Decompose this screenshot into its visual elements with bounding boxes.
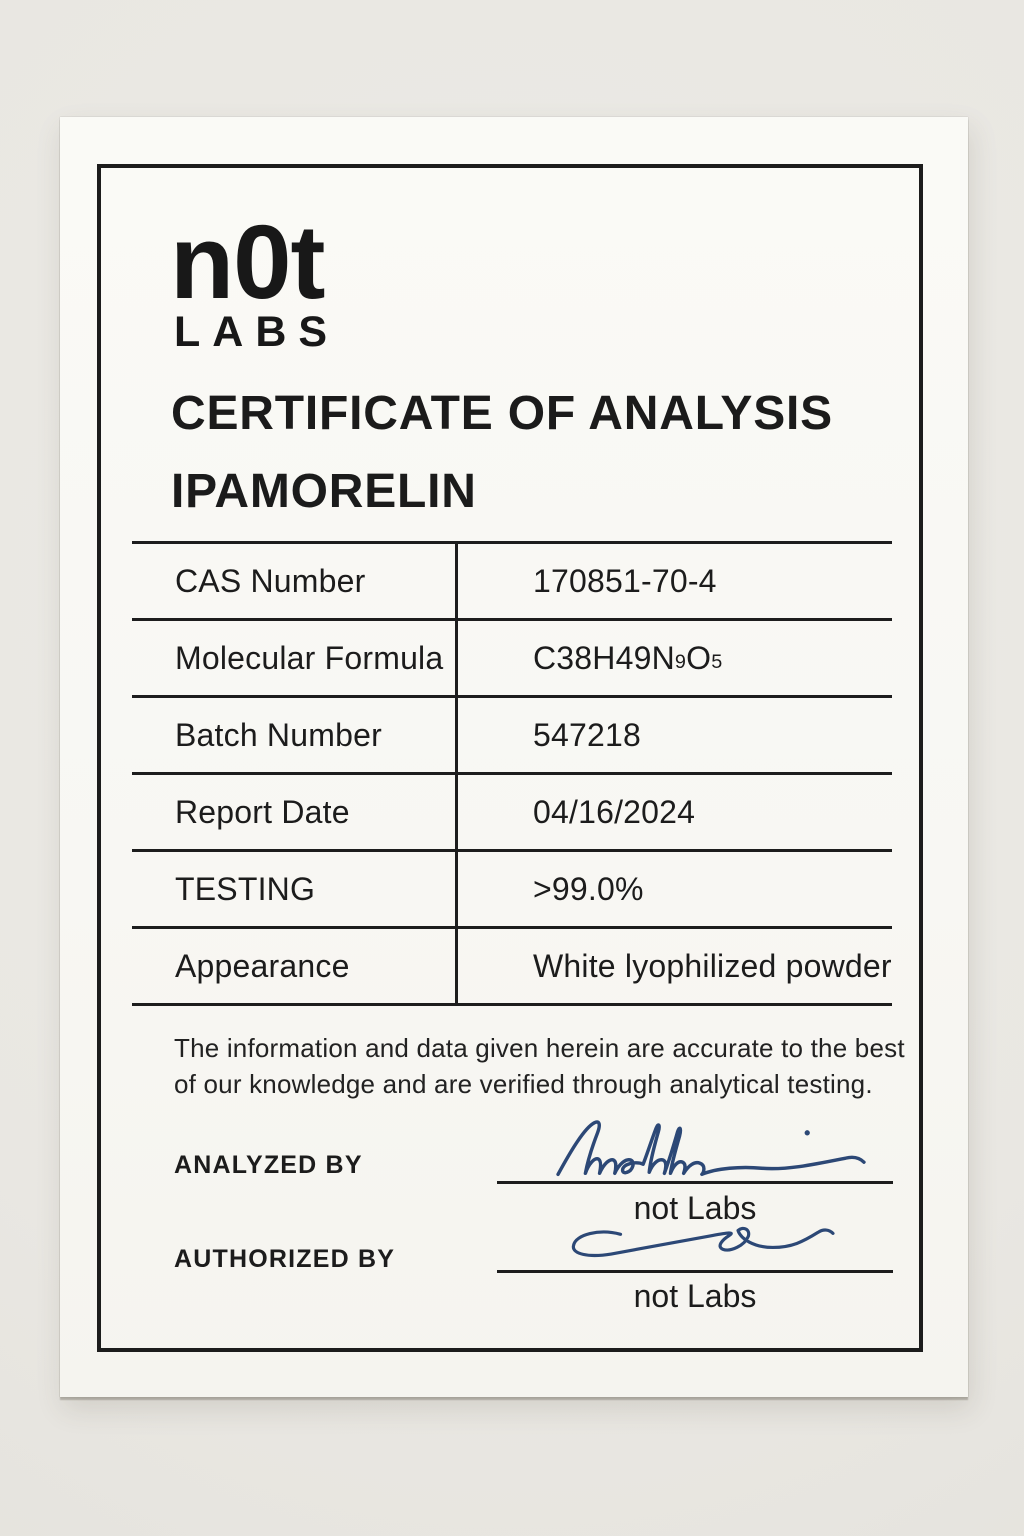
signatory-name: not Labs [633, 1190, 757, 1226]
certificate-paper [60, 117, 968, 1397]
row-label: Report Date [132, 775, 458, 849]
brand-logo: n0t [170, 204, 325, 321]
table-row [132, 541, 892, 618]
table-row [132, 849, 892, 926]
row-value: 547218 [533, 716, 641, 753]
row-label: TESTING [132, 852, 458, 926]
table-row [132, 926, 892, 1003]
table-row [132, 695, 892, 772]
table-row [132, 772, 892, 849]
row-value: C38H49N $_9$ O $_5$ [533, 639, 723, 676]
product-name: IPAMORELIN [171, 465, 477, 518]
row-label: CAS Number [132, 544, 458, 618]
row-value: White lyophilized powder [533, 947, 892, 984]
authorized-signature-icon [563, 1223, 851, 1270]
row-value: 04/16/2024 [533, 793, 696, 830]
row-value: 170851-70-4 [533, 562, 717, 599]
row-label: Appearance [132, 929, 458, 1003]
signatory-name: not Labs [633, 1278, 757, 1314]
row-label: Batch Number [132, 698, 458, 772]
analyzed-by-label: ANALYZED BY [174, 1151, 363, 1179]
row-label: Molecular Formula [132, 621, 458, 695]
row-value: >99.0% [533, 870, 644, 907]
disclaimer-line: of our knowledge and are verified through analytical testing. [174, 1069, 873, 1099]
analysis-table [132, 541, 892, 1006]
disclaimer-line: The information and data given herein are accurate to the best [174, 1033, 905, 1063]
signature-line [497, 1270, 893, 1273]
disclaimer-text [174, 1030, 905, 1102]
table-row [132, 618, 892, 695]
signature-line [497, 1181, 893, 1184]
certificate-title: CERTIFICATE OF ANALYSIS [171, 387, 833, 440]
brand-logo-subtext: LABS [174, 308, 340, 356]
authorized-by-label: AUTHORIZED BY [174, 1245, 396, 1273]
analyzed-signature-icon [554, 1117, 868, 1179]
